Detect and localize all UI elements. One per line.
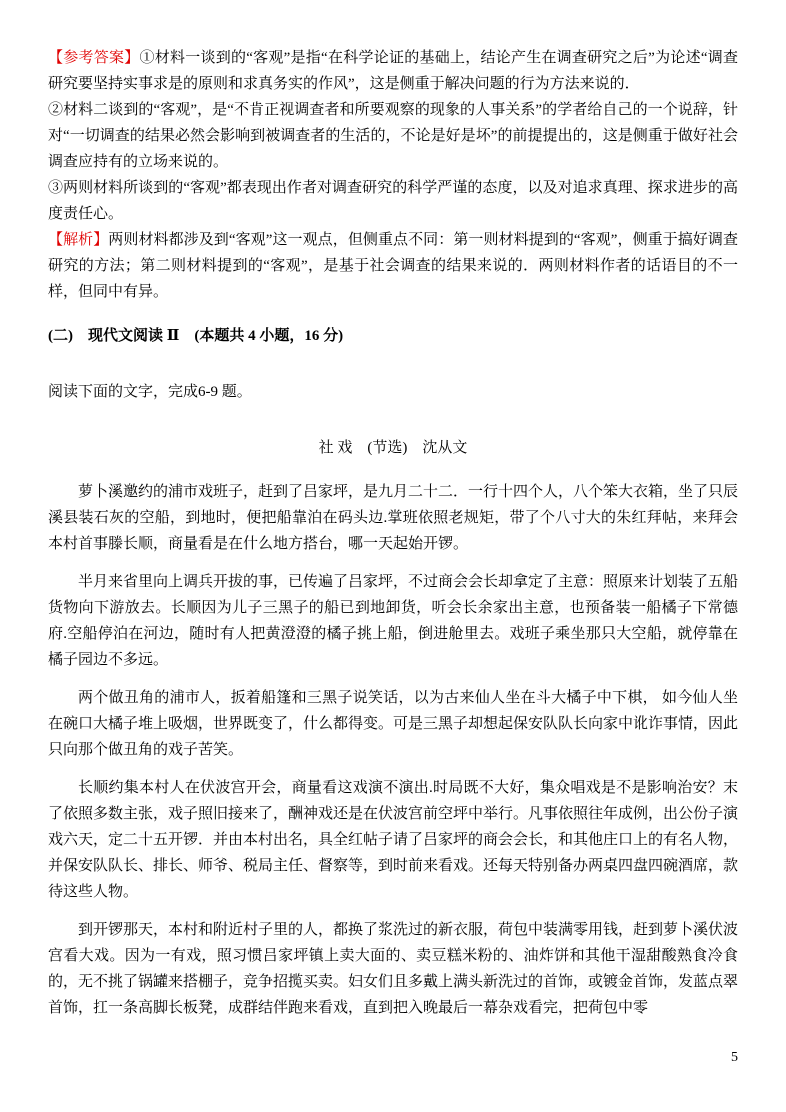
analysis-label: 【解析】 — [48, 232, 109, 248]
story-paragraph-4: 长顺约集本村人在伏波宫开会，商量看这戏演不演出.时局既不大好，集众唱戏是不是影响治安？末了依照多数主张，戏子照旧接来了，酬神戏还是在伏波宫前空坪中举行。凡事依照往年成例，出公份子演戏六天，定二十五开锣．并由本村出名，具全红帖子请了吕家坪的商会会长，和其他庄口上的有名人物，并保安队队长、排长、师爷、税局主任、督察等，到时前来看戏。还每天特别备办两桌四盘四碗酒席，款待这些人物。 — [48, 780, 739, 900]
reading-instruction: 阅读下面的文字，完成6-9 题。 — [48, 384, 252, 400]
answer-item-1: ①材料一谈到的“客观”是指“在科学论证的基础上，结论产生在调查研究之后”为论述“调查研究要坚持实事求是的原则和求真务实的作风”，这是侧重于解决问题的行为方法来说的． — [48, 50, 738, 92]
section-heading: (二) 现代文阅读 Ⅱ (本题共 4 小题，16 分) — [48, 328, 344, 344]
analysis-text: 两则材料都涉及到“客观”这一观点，但侧重点不同：第一则材料提到的“客观”，侧重于搞好调查研究的方法；第二则材料提到的“客观”，是基于社会调查的结果来说的．两则材料作者的话语目的不一样，但同中有异。 — [48, 232, 738, 300]
answer-item-2: ②材料二谈到的“客观”，是“不肯正视调查者和所要观察的现象的人事关系”的学者给自己的一个说辞，针对“一切调查的结果必然会影响到被调查者的生活的，不论是好是坏”的前提提出的，这是侧重于做好社会调查应持有的立场来说的。 — [48, 102, 738, 170]
reference-answer-paragraph — [48, 45, 738, 97]
analysis-paragraph — [48, 227, 738, 305]
story-paragraph-2: 半月来省里向上调兵开拔的事，已传遍了吕家坪，不过商会会长却拿定了主意：照原来计划装了五船货物向下游放去。长顺因为儿子三黑子的船已到地卸货，听会长余家出主意，也预备装一船橘子下常德府.空船停泊在河边，随时有人把黄澄澄的橘子挑上船，倒进舱里去。戏班子乘坐那只大空船，就停靠在橘子园边不多远。 — [48, 574, 739, 668]
reference-answer-label: 【参考答案】 — [48, 50, 140, 66]
story-paragraph-5: 到开锣那天，本村和附近村子里的人，都换了浆洗过的新衣服，荷包中装满零用钱，赶到萝卜溪伏波宫看大戏。因为一有戏，照习惯吕家坪镇上卖大面的、卖豆糕米粉的、油炸饼和其他干湿甜酸熟食冷食的，无不挑了锅罐来搭棚子，竞争招揽买卖。妇女们且多戴上满头新洗过的首饰，或镀金首饰，发蓝点翠首饰，扛一条高脚长板凳，成群结伴跑来看戏，直到把入晚最后一幕杂戏看完，把荷包中零 — [48, 922, 739, 1016]
story-paragraph-3: 两个做丑角的浦市人，扳着船篷和三黑子说笑话，以为古来仙人坐在斗大橘子中下棋， 如今仙人坐在碗口大橘子堆上吸烟，世界既变了，什么都得变。可是三黑子却想起保安队队长向家中讹诈事情，因此只向那个做丑角的戏子苦笑。 — [48, 690, 739, 758]
page-number: 5 — [731, 1050, 738, 1065]
answer-item-3: ③两则材料所谈到的“客观”都表现出作者对调查研究的科学严谨的态度，以及对追求真理、探求进步的高度责任心。 — [48, 180, 738, 222]
story-title: 社 戏 (节选) 沈从文 — [318, 440, 468, 456]
story-paragraph-1: 萝卜溪邀约的浦市戏班子，赶到了吕家坪，是九月二十二．一行十四个人，八个笨大衣箱，坐了只辰溪县装石灰的空船，到地时，便把船靠泊在码头边.掌班依照老规矩，带了个八寸大的朱红拜帖，来拜会本村首事滕长顺，商量看是在什么地方搭台，哪一天起始开锣。 — [48, 484, 739, 552]
